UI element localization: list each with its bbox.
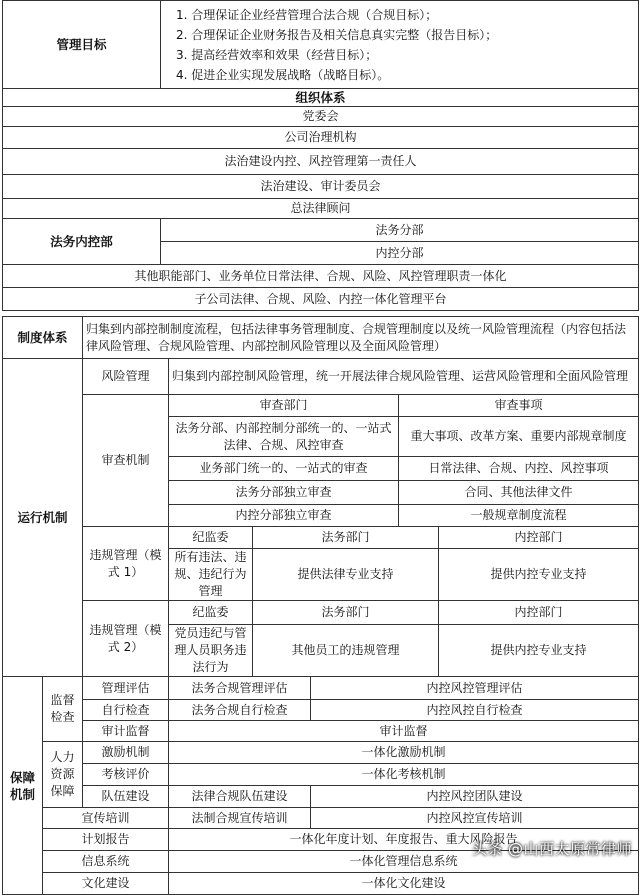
- guarantee-cell: 内控风控自行检查: [311, 700, 639, 721]
- legal-dept-label: 法务内控部: [3, 219, 161, 265]
- review-dept: 法务分部、内部控制分部统一的、一站式法律、合规、风控审查: [169, 417, 399, 457]
- violation2-cell: 党员违纪与管理人员职务违法行为: [169, 625, 253, 677]
- guarantee-cell: 内控风控宣传培训: [311, 808, 639, 829]
- org-row: 公司治理机构: [3, 127, 639, 149]
- operation-label: 运行机制: [3, 359, 83, 677]
- guarantee-label: 保障机制: [3, 677, 43, 895]
- supervision-label: 监督检查: [43, 677, 83, 742]
- violation1-header: 纪监委: [169, 527, 253, 549]
- guarantee-item-label: 宣传培训: [43, 808, 169, 829]
- guarantee-item-label: 信息系统: [43, 851, 169, 873]
- review-label: 审查机制: [83, 395, 169, 527]
- violation1-cell: 提供法律专业支持: [253, 549, 439, 601]
- violation2-label: 违规管理（模式 2）: [83, 601, 169, 677]
- guarantee-item-label: 文化建设: [43, 873, 169, 895]
- violation1-label: 违规管理（模式 1）: [83, 527, 169, 601]
- violation2-cell: 提供内控专业支持: [439, 625, 639, 677]
- system-text: 归集到内部控制制度流程，包括法律事务管理制度、合规管理制度以及统一风险管理流程（内容包括法律风险管理、合规风险管理、内部控制风险管理以及全面风险管理）: [83, 317, 639, 359]
- violation1-header: 法务部门: [253, 527, 439, 549]
- guarantee-item-label: 自行检查: [83, 700, 169, 721]
- violation1-cell: 提供内控专业支持: [439, 549, 639, 601]
- goal-item: 3. 提高经营效率和效果（经营目标）；: [176, 47, 378, 62]
- system-label: 制度体系: [3, 317, 83, 359]
- violation1-cell: 所有违法、违规、违纪行为管理: [169, 549, 253, 601]
- guarantee-cell: 一体化年度计划、年度报告、重大风险报告: [169, 829, 639, 851]
- org-row: 党委会: [3, 107, 639, 127]
- goals-label: 管理目标: [3, 1, 161, 89]
- guarantee-item-label: 管理评估: [83, 677, 169, 700]
- goal-item: 2. 合理保证企业财务报告及相关信息真实完整（报告目标）；: [176, 27, 498, 42]
- review-dept: 内控分部独立审查: [169, 505, 399, 527]
- review-header-dept: 审查部门: [169, 395, 399, 417]
- subsidiary-row: 子公司法律、合规、风险、内控一体化管理平台: [3, 288, 639, 311]
- guarantee-cell: 一体化文化建设: [169, 873, 639, 895]
- violation2-header: 纪监委: [169, 601, 253, 625]
- legal-dept-item: 法务分部: [161, 219, 639, 242]
- violation2-cell: 其他员工的违规管理: [253, 625, 439, 677]
- guarantee-cell: 一体化激励机制: [169, 742, 639, 764]
- hr-label: 人力资源保障: [43, 742, 83, 808]
- review-dept: 法务分部独立审查: [169, 481, 399, 505]
- guarantee-item-label: 计划报告: [43, 829, 169, 851]
- violation1-header: 内控部门: [439, 527, 639, 549]
- goals-list: [164, 5, 635, 85]
- guarantee-cell: 法制合规宣传培训: [169, 808, 311, 829]
- violation2-header: 法务部门: [253, 601, 439, 625]
- review-dept: 业务部门统一的、一站式的审查: [169, 457, 399, 481]
- guarantee-item-label: 激励机制: [83, 742, 169, 764]
- legal-dept-item: 内控分部: [161, 242, 639, 265]
- review-item: 日常法律、合规、内控、风控事项: [399, 457, 639, 481]
- guarantee-item-label: 考核评价: [83, 764, 169, 786]
- functional-dept-row: 其他职能部门、业务单位日常法律、合规、风险、风控管理职责一体化: [3, 265, 639, 288]
- management-goals-table: [2, 0, 639, 311]
- review-header-items: 审查事项: [399, 395, 639, 417]
- risk-label: 风险管理: [83, 359, 169, 395]
- goals-cell: [161, 1, 639, 89]
- guarantee-cell: 审计监督: [169, 721, 639, 742]
- review-item: 一般规章制度流程: [399, 505, 639, 527]
- org-row: 法治建设、审计委员会: [3, 175, 639, 199]
- org-row: 总法律顾问: [3, 199, 639, 219]
- review-item: 合同、其他法律文件: [399, 481, 639, 505]
- guarantee-cell: 一体化管理信息系统: [169, 851, 639, 873]
- guarantee-cell: 法务合规自行检查: [169, 700, 311, 721]
- risk-text: 归集到内部控制风险管理，统一开展法律合规风险管理、运营风险管理和全面风险管理: [169, 359, 639, 395]
- org-row: 法治建设内控、风控管理第一责任人: [3, 149, 639, 175]
- guarantee-item-label: 队伍建设: [83, 786, 169, 808]
- watermark: 头条 @山西太原常律师: [471, 840, 632, 858]
- guarantee-cell: 法务合规管理评估: [169, 677, 311, 700]
- goal-item: 1. 合理保证企业经营管理合法合规（合规目标）；: [176, 7, 438, 22]
- guarantee-cell: 内控风控团队建设: [311, 786, 639, 808]
- review-item: 重大事项、改革方案、重要内部规章制度: [399, 417, 639, 457]
- org-system-title: 组织体系: [3, 89, 639, 107]
- guarantee-cell: 一体化考核机制: [169, 764, 639, 786]
- guarantee-item-label: 审计监督: [83, 721, 169, 742]
- mechanism-table: [2, 316, 639, 895]
- violation2-header: 内控部门: [439, 601, 639, 625]
- guarantee-cell: 内控风控管理评估: [311, 677, 639, 700]
- goal-item: 4. 促进企业实现发展战略（战略目标）。: [176, 67, 390, 82]
- guarantee-cell: 法律合规队伍建设: [169, 786, 311, 808]
